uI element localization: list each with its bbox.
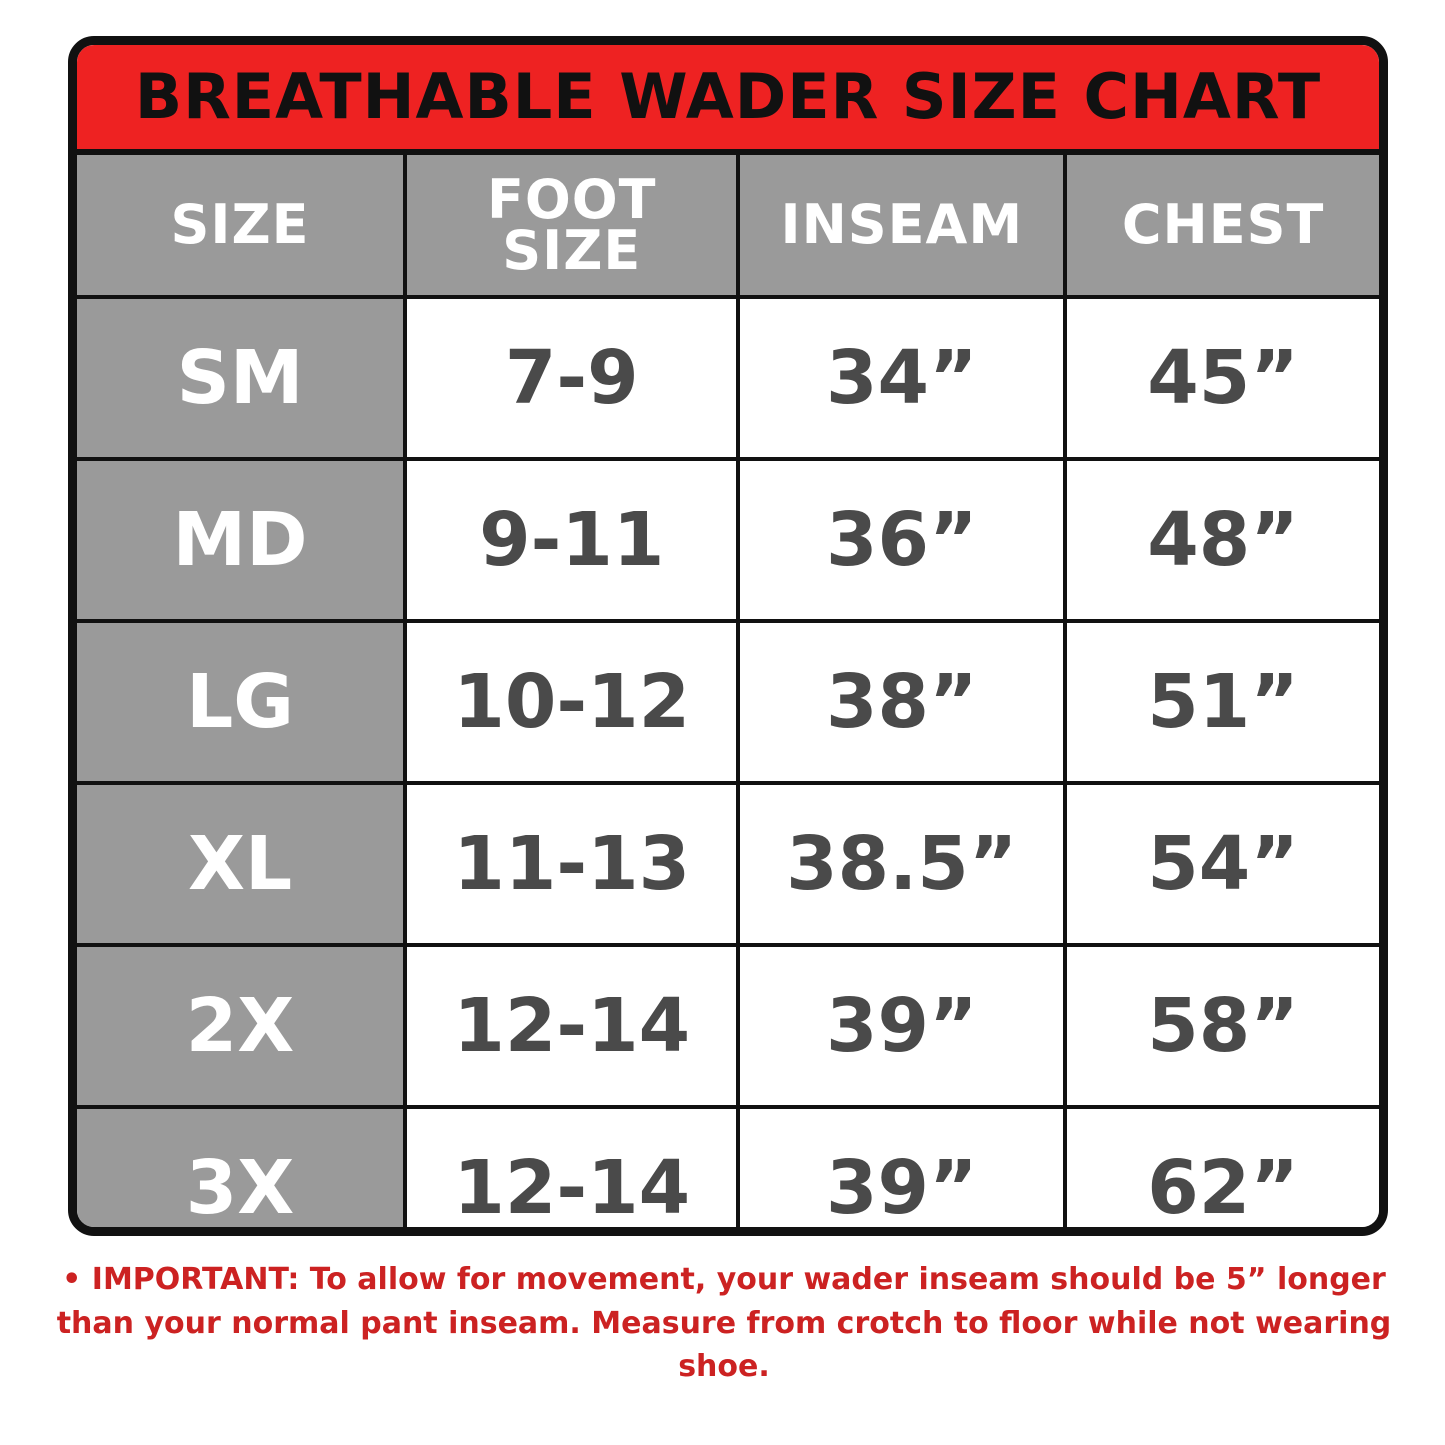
cell-chest: 54” — [1065, 783, 1379, 945]
table-body — [77, 297, 1379, 1236]
column-header-foot-size — [405, 155, 738, 297]
table-row — [77, 459, 1379, 621]
cell-chest: 48” — [1065, 459, 1379, 621]
cell-foot-size: 12-14 — [405, 945, 738, 1107]
cell-size: MD — [77, 459, 405, 621]
page-title: BREATHABLE WADER SIZE CHART — [134, 60, 1322, 133]
table-row — [77, 297, 1379, 459]
cell-chest: 58” — [1065, 945, 1379, 1107]
column-header-inseam: INSEAM — [738, 155, 1065, 297]
column-header-chest: CHEST — [1065, 155, 1379, 297]
table-row — [77, 621, 1379, 783]
cell-inseam: 38.5” — [738, 783, 1065, 945]
cell-foot-size: 9-11 — [405, 459, 738, 621]
cell-size: 3X — [77, 1107, 405, 1236]
cell-inseam: 39” — [738, 1107, 1065, 1236]
cell-size: SM — [77, 297, 405, 459]
cell-size: XL — [77, 783, 405, 945]
cell-inseam: 34” — [738, 297, 1065, 459]
cell-foot-size: 7-9 — [405, 297, 738, 459]
cell-foot-size: 11-13 — [405, 783, 738, 945]
cell-foot-size: 12-14 — [405, 1107, 738, 1236]
column-header-foot-size-line2: SIZE — [502, 219, 642, 282]
column-header-foot-size-line1: FOOT — [486, 167, 657, 231]
cell-chest: 45” — [1065, 297, 1379, 459]
cell-foot-size: 10-12 — [405, 621, 738, 783]
table-header — [77, 155, 1379, 297]
cell-chest: 51” — [1065, 621, 1379, 783]
important-note: • IMPORTANT: To allow for movement, your wader inseam should be 5” longer than your normal pant inseam. Measure from crotch to floor while not wearing shoe. — [56, 1262, 1392, 1384]
cell-chest: 62” — [1065, 1107, 1379, 1236]
column-header-size: SIZE — [77, 155, 405, 297]
table-row — [77, 1107, 1379, 1236]
cell-inseam: 36” — [738, 459, 1065, 621]
cell-inseam: 39” — [738, 945, 1065, 1107]
cell-size: LG — [77, 621, 405, 783]
cell-inseam: 38” — [738, 621, 1065, 783]
chart-title-bar — [77, 45, 1379, 155]
table-header-row — [77, 155, 1379, 297]
table-row — [77, 783, 1379, 945]
cell-size: 2X — [77, 945, 405, 1107]
size-chart-card — [68, 36, 1388, 1236]
table-row — [77, 945, 1379, 1107]
size-table — [77, 155, 1379, 1236]
